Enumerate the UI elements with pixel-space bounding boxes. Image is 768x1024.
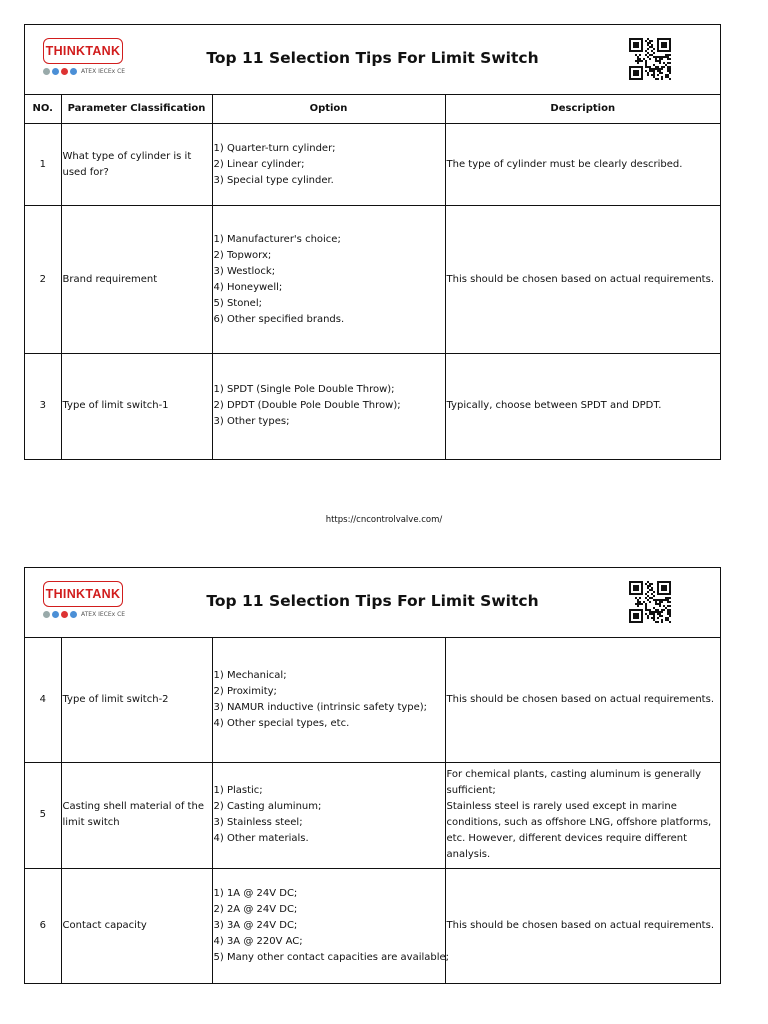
option-item: 2) Casting aluminum; [213, 801, 322, 812]
option-cell [212, 354, 445, 459]
option-item: 4) Other special types, etc. [213, 717, 350, 729]
option-cell [212, 868, 450, 984]
table-row [25, 206, 720, 354]
option-cell [212, 762, 445, 868]
option-item: 1) Quarter-turn cylinder; [213, 142, 336, 154]
option-item: 2) DPDT (Double Pole Double Throw); [213, 400, 401, 412]
option-item: 4) Honeywell; [213, 281, 283, 293]
table-body-1 [25, 124, 720, 459]
parameter-cell: What type of cylinder is it used for? [61, 124, 212, 206]
row-number: 5 [25, 762, 61, 868]
row-number: 1 [25, 124, 61, 206]
qr-code-icon [629, 37, 671, 81]
cert-text: ATEX IECEx CE [81, 68, 126, 75]
option-item: 3) Stainless steel; [213, 817, 303, 828]
description-cell [445, 354, 720, 459]
row-number: 6 [25, 868, 61, 984]
description-cell [445, 868, 720, 984]
option-item: 2) Linear cylinder; [213, 158, 305, 170]
description-text: This should be chosen based on actual requirements. [446, 693, 714, 705]
row-number: 4 [25, 638, 61, 762]
option-item: 2) Proximity; [213, 685, 277, 697]
selection-table-1 [25, 95, 720, 459]
option-item: 4) Other materials. [213, 833, 309, 844]
parameter-cell: Contact capacity [61, 868, 212, 984]
page-title: Top 11 Selection Tips For Limit Switch [206, 49, 539, 67]
certification-marks [43, 611, 127, 618]
description-text: Stainless steel is rarely used except in marine conditions, such as offshore LNG, offshore platforms, etc. However, different devices require different analysis. [446, 801, 712, 860]
col-header-no: NO. [25, 95, 61, 124]
parameter-cell: Casting shell material of the limit switch [61, 762, 212, 868]
table-header-row [25, 95, 720, 124]
spec-sheet-page-1 [24, 24, 721, 460]
page-title: Top 11 Selection Tips For Limit Switch [206, 592, 539, 610]
selection-table-2 [25, 638, 720, 984]
description-cell [445, 638, 720, 762]
description-text: This should be chosen based on actual requirements. [446, 273, 714, 285]
option-item: 2) Topworx; [213, 249, 272, 261]
col-header-parameter: Parameter Classification [61, 95, 212, 124]
parameter-cell: Brand requirement [61, 206, 212, 354]
option-item: 3) 3A @ 24V DC; [213, 920, 298, 932]
option-cell [212, 638, 445, 762]
option-item: 5) Stonel; [213, 297, 262, 309]
table-row [25, 868, 720, 984]
parameter-cell: Type of limit switch-1 [61, 354, 212, 459]
table-row [25, 124, 720, 206]
certification-marks [43, 68, 127, 75]
option-item: 4) 3A @ 220V AC; [213, 936, 303, 948]
qr-code-icon [629, 580, 671, 624]
option-cell [212, 206, 445, 354]
option-cell [212, 124, 445, 206]
row-number: 3 [25, 354, 61, 459]
description-text: For chemical plants, casting aluminum is generally sufficient; [446, 769, 702, 796]
cert-text: ATEX IECEx CE [81, 611, 126, 618]
sheet-header [25, 25, 720, 95]
option-item: 2) 2A @ 24V DC; [213, 904, 298, 916]
table-row [25, 762, 720, 868]
row-number: 2 [25, 206, 61, 354]
sheet-header [25, 568, 720, 638]
logo-text: THINKTANK [43, 38, 123, 64]
description-text: Typically, choose between SPDT and DPDT. [446, 400, 662, 412]
description-text: This should be chosen based on actual requirements. [446, 920, 714, 932]
option-item: 5) Many other contact capacities are available; [213, 952, 450, 964]
option-item: 1) Mechanical; [213, 669, 287, 681]
option-item: 3) NAMUR inductive (intrinsic safety type); [213, 701, 428, 713]
table-row [25, 354, 720, 459]
option-item: 1) Manufacturer's choice; [213, 233, 341, 245]
description-cell [445, 124, 720, 206]
col-header-option: Option [212, 95, 445, 124]
option-item: 1) SPDT (Single Pole Double Throw); [213, 384, 395, 396]
description-cell [445, 762, 720, 868]
option-item: 3) Westlock; [213, 265, 276, 277]
table-body-2 [25, 638, 720, 984]
option-item: 3) Other types; [213, 416, 290, 428]
col-header-description: Description [445, 95, 720, 124]
table-row [25, 638, 720, 762]
option-item: 6) Other specified brands. [213, 313, 345, 325]
spec-sheet-page-2 [24, 567, 721, 984]
option-item: 3) Special type cylinder. [213, 174, 334, 186]
description-text: The type of cylinder must be clearly described. [446, 158, 683, 170]
parameter-cell: Type of limit switch-2 [61, 638, 212, 762]
description-cell [445, 206, 720, 354]
logo-text: THINKTANK [43, 581, 123, 607]
option-item: 1) Plastic; [213, 785, 263, 796]
footer-url[interactable]: https://cncontrolvalve.com/ [325, 515, 443, 525]
option-item: 1) 1A @ 24V DC; [213, 888, 298, 900]
